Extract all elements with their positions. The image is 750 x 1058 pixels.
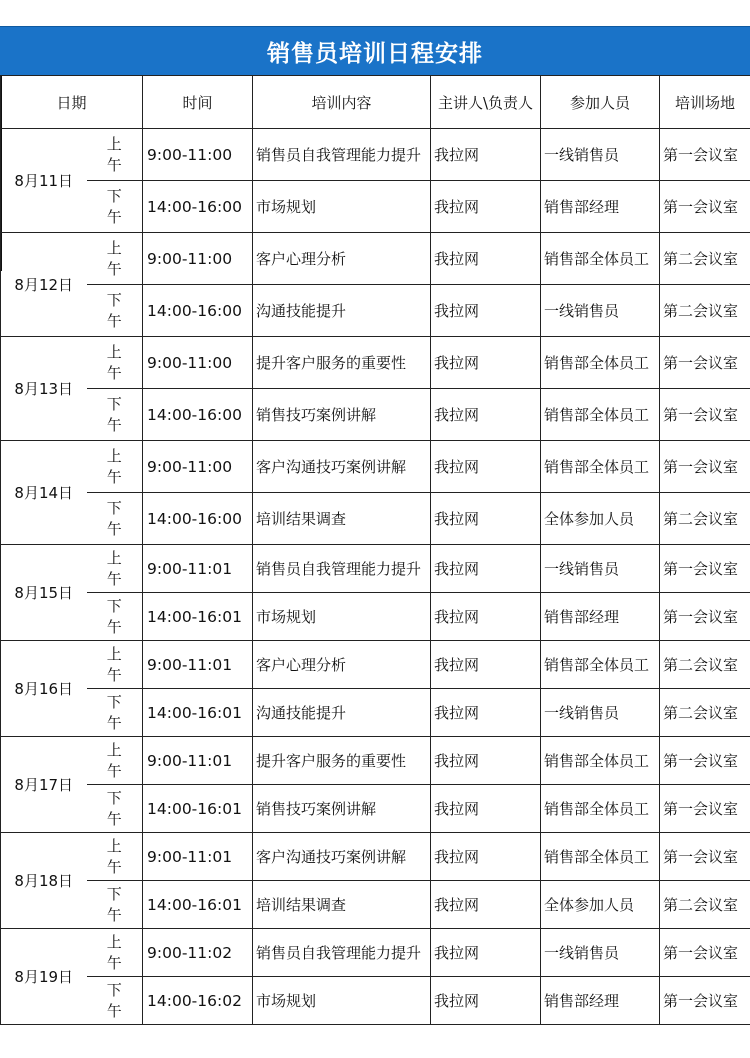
period-char: 上 [106,836,122,855]
attendees-cell: 全体参加人员 [541,493,660,545]
content-cell: 市场规划 [253,977,431,1025]
speaker-cell: 我拉网 [431,493,541,545]
schedule-row [1,593,750,641]
speaker-cell: 我拉网 [431,337,541,389]
venue-cell: 第一会议室 [660,181,750,233]
date-cell: 8月15日 [1,545,87,641]
speaker-cell: 我拉网 [431,977,541,1025]
content-cell: 市场规划 [253,593,431,641]
schedule-row [1,689,750,737]
period-char: 下 [106,498,122,517]
attendees-cell: 销售部经理 [541,181,660,233]
schedule-row [1,493,750,545]
period-char: 午 [106,761,122,780]
speaker-cell: 我拉网 [431,441,541,493]
time-cell: 14:00-16:00 [143,389,253,441]
schedule-row [1,389,750,441]
date-cell: 8月11日 [1,129,87,233]
time-cell: 9:00-11:02 [143,929,253,977]
schedule-row [1,233,750,285]
time-cell: 14:00-16:01 [143,881,253,929]
period-char: 上 [106,548,122,567]
time-cell: 14:00-16:00 [143,181,253,233]
attendees-cell: 一线销售员 [541,129,660,181]
sheet-title: 销售员培训日程安排 [0,26,750,75]
venue-cell: 第一会议室 [660,337,750,389]
time-cell: 9:00-11:00 [143,441,253,493]
content-cell: 销售技巧案例讲解 [253,389,431,441]
header-date: 日期 [1,76,143,129]
period-char: 下 [106,980,122,999]
time-cell: 14:00-16:01 [143,785,253,833]
period-cell [87,737,143,785]
content-cell: 培训结果调查 [253,493,431,545]
time-cell: 9:00-11:00 [143,337,253,389]
content-cell: 销售员自我管理能力提升 [253,929,431,977]
period-char: 午 [106,363,122,382]
speaker-cell: 我拉网 [431,545,541,593]
attendees-cell: 销售部全体员工 [541,389,660,441]
header-row [1,76,750,129]
schedule-row [1,881,750,929]
header-time: 时间 [143,76,253,129]
period-char: 午 [106,809,122,828]
speaker-cell: 我拉网 [431,737,541,785]
period-char: 午 [106,665,122,684]
period-cell [87,545,143,593]
speaker-cell: 我拉网 [431,689,541,737]
speaker-cell: 我拉网 [431,181,541,233]
period-char: 上 [106,932,122,951]
schedule-table [0,75,750,1025]
period-char: 午 [106,713,122,732]
time-cell: 14:00-16:02 [143,977,253,1025]
date-cell: 8月18日 [1,833,87,929]
date-cell: 8月17日 [1,737,87,833]
attendees-cell: 一线销售员 [541,689,660,737]
attendees-cell: 销售部经理 [541,593,660,641]
venue-cell: 第二会议室 [660,233,750,285]
attendees-cell: 销售部经理 [541,977,660,1025]
period-cell [87,493,143,545]
period-cell [87,129,143,181]
period-char: 下 [106,884,122,903]
period-char: 下 [106,596,122,615]
period-char: 上 [106,134,122,153]
venue-cell: 第一会议室 [660,785,750,833]
period-char: 午 [106,311,122,330]
period-char: 上 [106,644,122,663]
speaker-cell: 我拉网 [431,389,541,441]
attendees-cell: 销售部全体员工 [541,833,660,881]
venue-cell: 第一会议室 [660,545,750,593]
schedule-row [1,785,750,833]
date-cell: 8月16日 [1,641,87,737]
time-cell: 14:00-16:01 [143,593,253,641]
speaker-cell: 我拉网 [431,593,541,641]
period-char: 午 [106,617,122,636]
content-cell: 市场规划 [253,181,431,233]
attendees-cell: 销售部全体员工 [541,737,660,785]
venue-cell: 第二会议室 [660,881,750,929]
attendees-cell: 一线销售员 [541,285,660,337]
period-cell [87,181,143,233]
schedule-sheet [0,26,750,1025]
period-cell [87,233,143,285]
venue-cell: 第一会议室 [660,441,750,493]
time-cell: 9:00-11:01 [143,737,253,785]
period-char: 下 [106,692,122,711]
period-cell [87,285,143,337]
speaker-cell: 我拉网 [431,785,541,833]
attendees-cell: 全体参加人员 [541,881,660,929]
content-cell: 沟通技能提升 [253,285,431,337]
period-char: 上 [106,446,122,465]
time-cell: 14:00-16:01 [143,689,253,737]
speaker-cell: 我拉网 [431,641,541,689]
period-char: 下 [106,788,122,807]
attendees-cell: 销售部全体员工 [541,337,660,389]
content-cell: 销售技巧案例讲解 [253,785,431,833]
venue-cell: 第二会议室 [660,285,750,337]
date-cell: 8月13日 [1,337,87,441]
period-char: 午 [106,1001,122,1020]
time-cell: 14:00-16:00 [143,285,253,337]
header-venue: 培训场地 [660,76,750,129]
venue-cell: 第一会议室 [660,129,750,181]
schedule-row [1,929,750,977]
speaker-cell: 我拉网 [431,881,541,929]
date-cell: 8月12日 [1,233,87,337]
period-char: 午 [106,857,122,876]
schedule-row [1,977,750,1025]
content-cell: 销售员自我管理能力提升 [253,545,431,593]
period-char: 午 [106,569,122,588]
schedule-row [1,441,750,493]
time-cell: 9:00-11:01 [143,833,253,881]
period-char: 午 [106,155,122,174]
time-cell: 14:00-16:00 [143,493,253,545]
period-cell [87,641,143,689]
period-char: 下 [106,290,122,309]
period-char: 上 [106,238,122,257]
content-cell: 客户沟通技巧案例讲解 [253,441,431,493]
header-content: 培训内容 [253,76,431,129]
speaker-cell: 我拉网 [431,233,541,285]
schedule-row [1,737,750,785]
venue-cell: 第一会议室 [660,929,750,977]
period-cell [87,689,143,737]
attendees-cell: 一线销售员 [541,545,660,593]
period-char: 下 [106,186,122,205]
venue-cell: 第一会议室 [660,977,750,1025]
period-cell [87,977,143,1025]
period-char: 午 [106,415,122,434]
content-cell: 销售员自我管理能力提升 [253,129,431,181]
venue-cell: 第一会议室 [660,389,750,441]
period-cell [87,337,143,389]
period-cell [87,881,143,929]
venue-cell: 第二会议室 [660,689,750,737]
venue-cell: 第一会议室 [660,737,750,785]
attendees-cell: 销售部全体员工 [541,233,660,285]
venue-cell: 第二会议室 [660,493,750,545]
content-cell: 培训结果调查 [253,881,431,929]
content-cell: 客户心理分析 [253,233,431,285]
attendees-cell: 一线销售员 [541,929,660,977]
period-char: 午 [106,953,122,972]
venue-cell: 第一会议室 [660,833,750,881]
schedule-row [1,181,750,233]
venue-cell: 第二会议室 [660,641,750,689]
header-attendees: 参加人员 [541,76,660,129]
schedule-row [1,833,750,881]
schedule-body [1,129,750,1025]
period-char: 上 [106,342,122,361]
period-char: 午 [106,207,122,226]
period-cell [87,929,143,977]
attendees-cell: 销售部全体员工 [541,641,660,689]
time-cell: 9:00-11:01 [143,545,253,593]
period-cell [87,785,143,833]
schedule-row [1,337,750,389]
attendees-cell: 销售部全体员工 [541,441,660,493]
content-cell: 提升客户服务的重要性 [253,737,431,785]
period-cell [87,441,143,493]
time-cell: 9:00-11:01 [143,641,253,689]
period-char: 午 [106,519,122,538]
content-cell: 客户心理分析 [253,641,431,689]
period-cell [87,593,143,641]
date-cell: 8月14日 [1,441,87,545]
schedule-row [1,641,750,689]
period-cell [87,389,143,441]
schedule-row [1,545,750,593]
period-char: 午 [106,467,122,486]
schedule-row [1,285,750,337]
speaker-cell: 我拉网 [431,833,541,881]
venue-cell: 第一会议室 [660,593,750,641]
speaker-cell: 我拉网 [431,285,541,337]
period-char: 午 [106,259,122,278]
date-cell: 8月19日 [1,929,87,1025]
time-cell: 9:00-11:00 [143,129,253,181]
header-speaker: 主讲人\负责人 [431,76,541,129]
speaker-cell: 我拉网 [431,129,541,181]
schedule-row [1,129,750,181]
time-cell: 9:00-11:00 [143,233,253,285]
attendees-cell: 销售部全体员工 [541,785,660,833]
speaker-cell: 我拉网 [431,929,541,977]
content-cell: 客户沟通技巧案例讲解 [253,833,431,881]
content-cell: 提升客户服务的重要性 [253,337,431,389]
period-char: 下 [106,394,122,413]
period-char: 上 [106,740,122,759]
content-cell: 沟通技能提升 [253,689,431,737]
period-char: 午 [106,905,122,924]
period-cell [87,833,143,881]
